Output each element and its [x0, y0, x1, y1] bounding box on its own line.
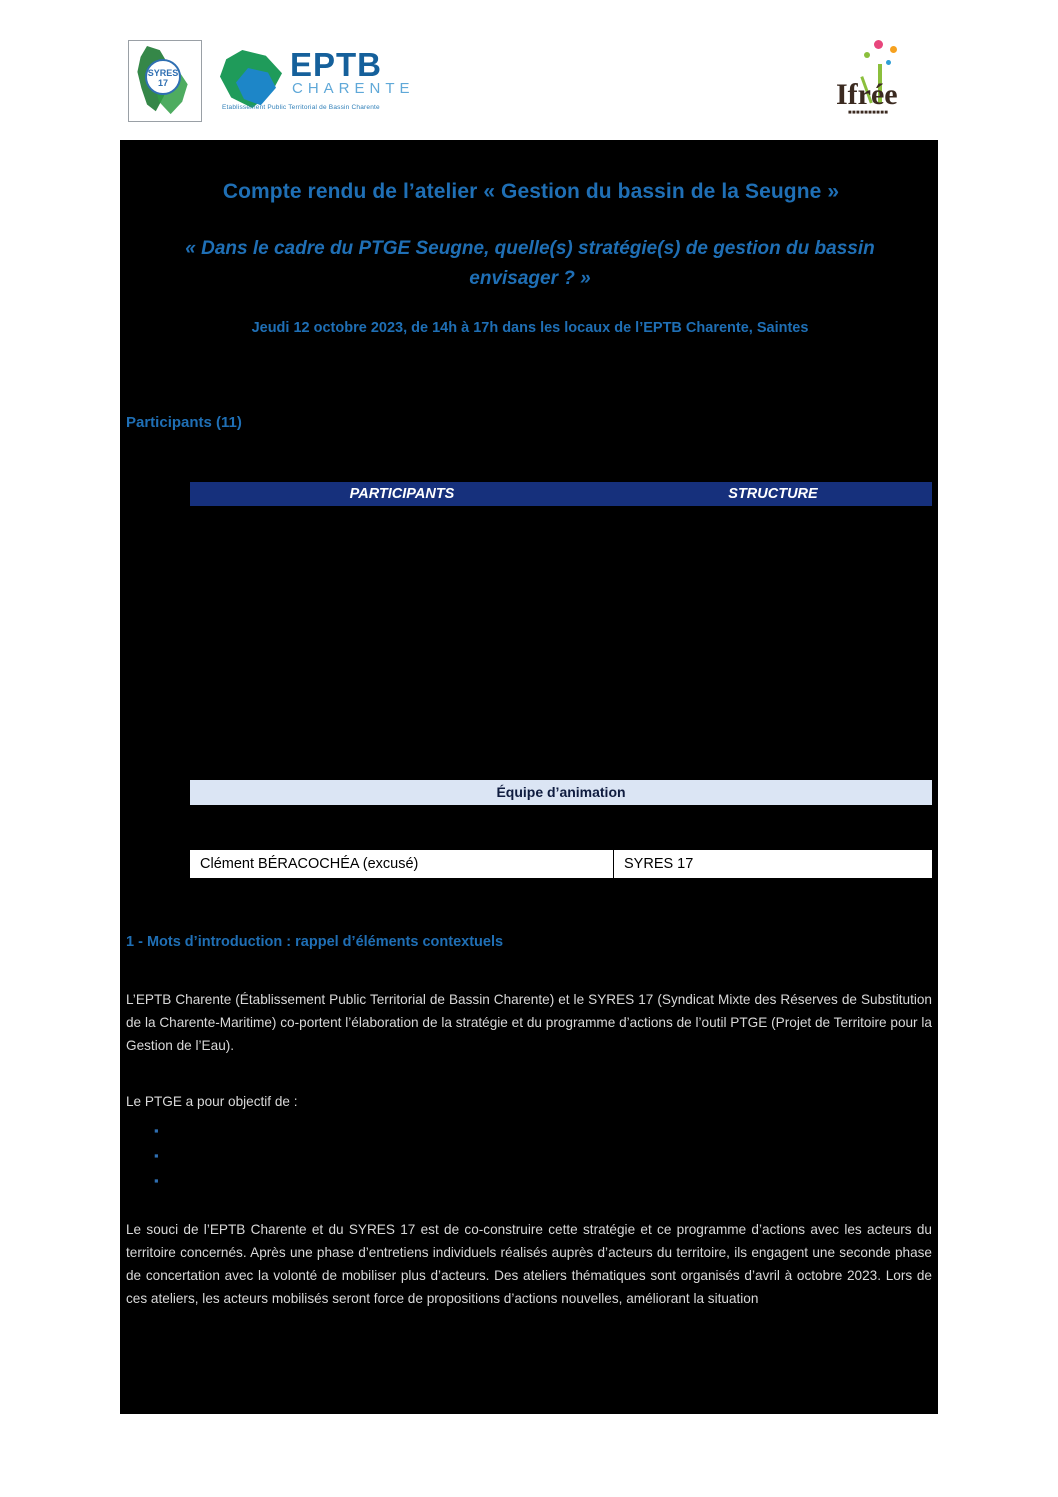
section-1-paragraph-2: Le PTGE a pour objectif de :: [126, 1094, 298, 1109]
page-title: Compte rendu de l’atelier « Gestion du bassin de la Seugne »: [222, 180, 840, 203]
table-row: [190, 850, 932, 878]
table-section-animation-row: Équipe d’animation: [190, 780, 932, 805]
eptb-submark: CHARENTE: [292, 80, 415, 97]
ifree-dot-pink-icon: [874, 40, 883, 49]
ifree-wordmark: Ifrée: [836, 78, 898, 111]
table-blank-gap: [190, 805, 932, 850]
table-body-blank-area: [190, 506, 932, 780]
participants-table: [190, 482, 932, 506]
list-item: [154, 1168, 654, 1193]
event-date-line: Jeudi 12 octobre 2023, de 14h à 17h dans les locaux de l’EPTB Charente, Saintes: [251, 320, 809, 336]
table-cell-structure: SYRES 17: [624, 856, 694, 872]
ifree-logo-icon: [830, 34, 928, 130]
eptb-wordmark: EPTB: [290, 46, 383, 83]
ifree-dot-blue-icon: [886, 60, 891, 65]
page-subtitle: « Dans le cadre du PTGE Seugne, quelle(s) stratégie(s) de gestion du bassin envisager ? »: [185, 238, 875, 289]
syres-badge-label: SYRES 17: [145, 59, 181, 95]
table-cell-participant: Clément BÉRACOCHÉA (excusé): [190, 850, 614, 878]
section-1-paragraph-1: L’EPTB Charente (Établissement Public Territorial de Bassin Charente) et le SYRES 17 (Syndicat Mixte des Réserves de Substitution de la Charente-Maritime) co-portent l’élaboration de la stratégie et du programme d’actions de l’outil PTGE (Projet de Territoire pour la Gestion de l’Eau).: [126, 992, 932, 1053]
table-header-row: [190, 482, 932, 506]
syres-logo-icon: [128, 40, 202, 122]
list-item: [154, 1118, 654, 1143]
list-item: [154, 1143, 654, 1168]
section-1-paragraph-3: Le souci de l’EPTB Charente et du SYRES 17 est de co-construire cette stratégie et ce programme d’actions avec les acteurs du territoire concernés. Après une phase d’entretiens individuels réalisés auprès d’acteurs du territoire, ils engagent une seconde phase de concertation avec la volonté de mobiliser plus d’acteurs. Des ateliers thématiques sont organisés d’avril à octobre 2023. Lors de ces ateliers, les acteurs mobilisés seront force de propositions d’actions nouvelles, améliorant la situation: [126, 1222, 932, 1306]
section-1-heading: 1 - Mots d’introduction : rappel d’éléments contextuels: [126, 934, 504, 950]
eptb-logo-icon: [220, 46, 485, 118]
eptb-tagline: Etablissement Public Territorial de Bassin Charente: [222, 104, 380, 111]
table-header-participants: PARTICIPANTS: [349, 486, 455, 502]
ifree-dot-orange-icon: [890, 46, 897, 53]
participants-heading: Participants (11): [126, 414, 242, 431]
section-1-bullet-list: [154, 1118, 654, 1193]
logo-band: [120, 18, 938, 140]
ifree-dot-green-icon: [864, 52, 870, 58]
table-header-structure: STRUCTURE: [728, 486, 818, 502]
ifree-tagline: ■■■■■■■■■■: [848, 110, 889, 116]
